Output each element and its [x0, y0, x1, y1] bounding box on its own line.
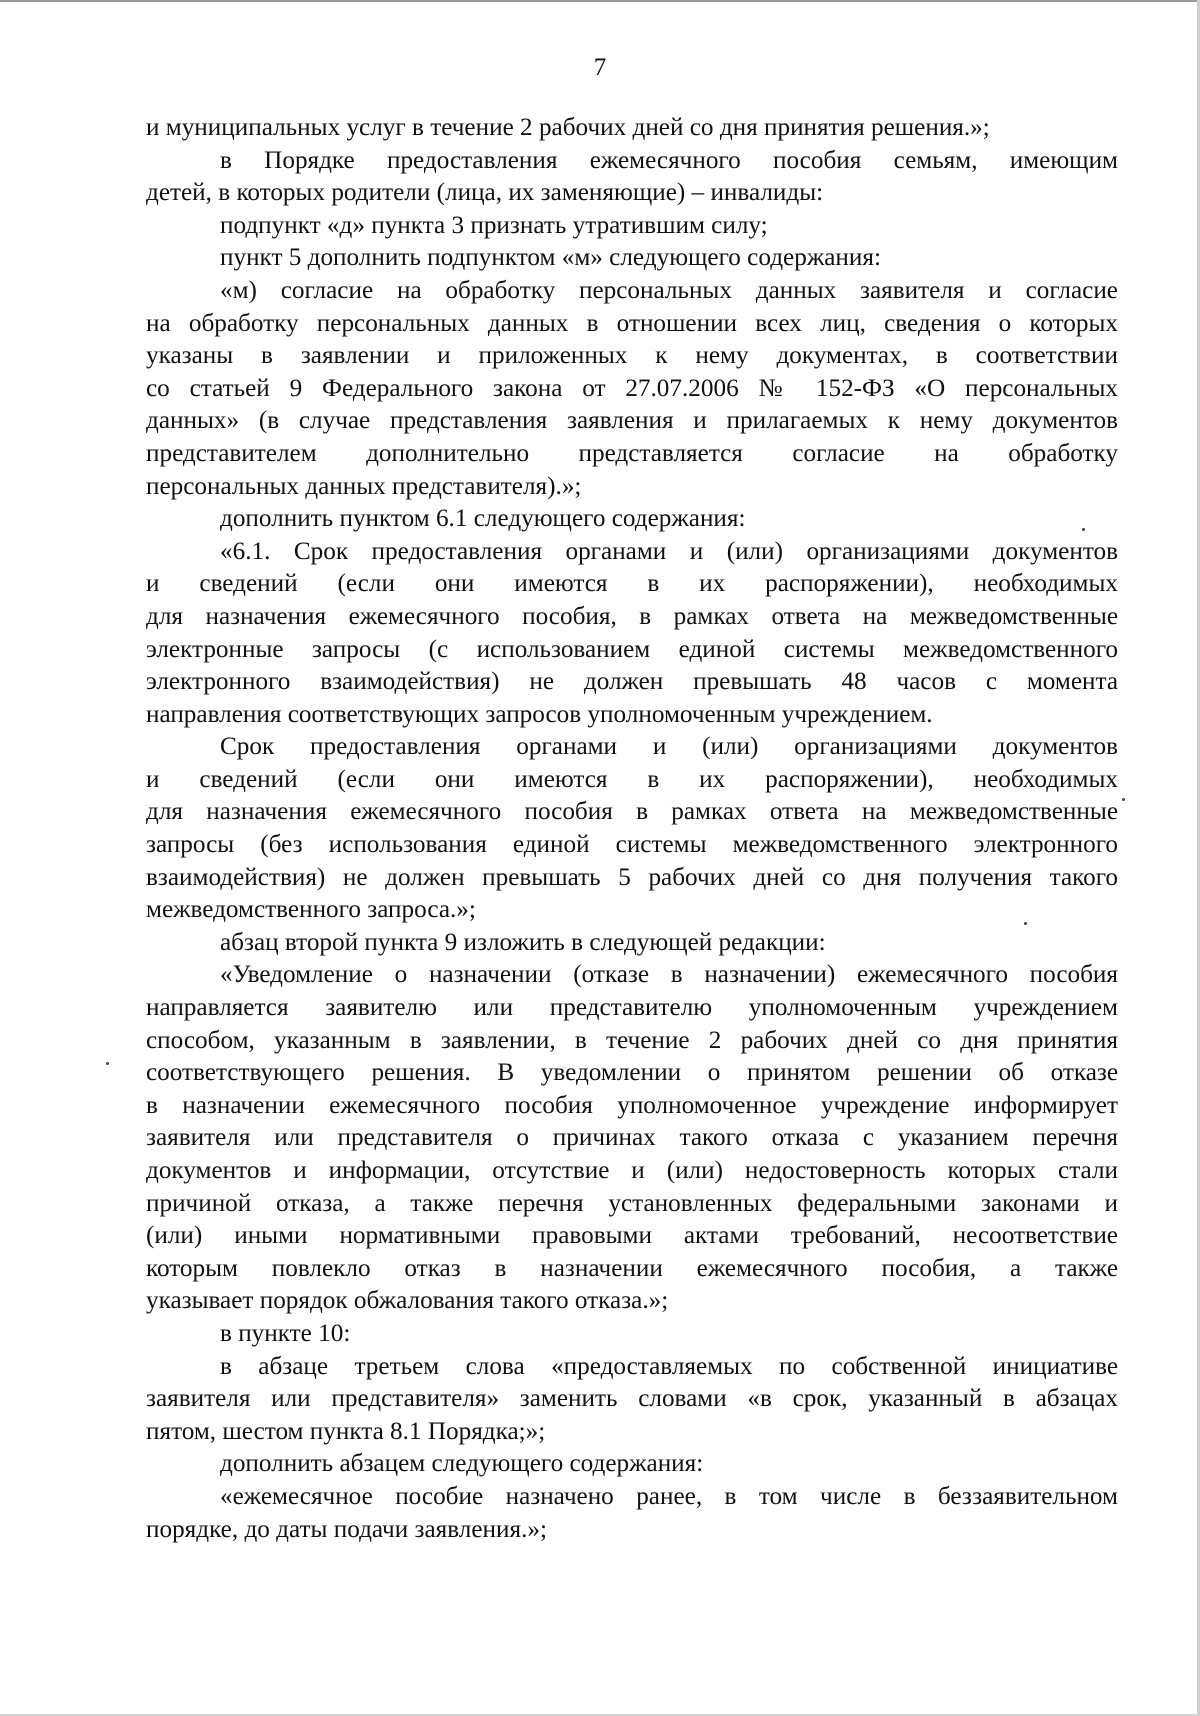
scan-speck	[1122, 798, 1125, 801]
text-line: (или) иными нормативными правовыми актами требований, несоответствие	[146, 1222, 1118, 1250]
text-line: детей, в которых родители (лица, их заменяющие) – инвалиды:	[146, 179, 824, 207]
text-line: на обработку персональных данных в отношении всех лиц, сведения о которых	[146, 309, 1118, 337]
text-line: соответствующего решения. В уведомлении о принятом решении об отказе	[146, 1059, 1118, 1087]
text-line: указывает порядок обжалования такого отказа.»;	[146, 1287, 669, 1315]
text-line: пятом, шестом пункта 8.1 Порядка;»;	[146, 1417, 546, 1445]
text-line: дополнить пунктом 6.1 следующего содержания:	[220, 505, 746, 533]
text-line: порядке, до даты подачи заявления.»;	[146, 1515, 547, 1543]
text-line: дополнить абзацем следующего содержания:	[220, 1450, 704, 1478]
scan-top-edge	[0, 0, 1200, 2]
text-line: подпункт «д» пункта 3 признать утратившим силу;	[220, 211, 768, 239]
text-line: причиной отказа, а также перечня установленных федеральными законами и	[146, 1189, 1118, 1217]
text-line: заявителя или представителя» заменить словами «в срок, указанный в абзацах	[146, 1385, 1118, 1413]
text-line: для назначения ежемесячного пособия в рамках ответа на межведомственные	[146, 798, 1118, 826]
text-line: Срок предоставления органами и (или) организациями документов	[220, 733, 1118, 761]
text-line: способом, указанным в заявлении, в течение 2 рабочих дней со дня принятия	[146, 1026, 1118, 1054]
text-line: межведомственного запроса.»;	[146, 896, 476, 924]
text-line: данных» (в случае представления заявления и прилагаемых к нему документов	[146, 407, 1118, 435]
text-line: направления соответствующих запросов уполномоченным учреждением.	[146, 700, 933, 728]
scan-speck	[106, 1062, 109, 1065]
text-line: в Порядке предоставления ежемесячного пособия семьям, имеющим	[220, 146, 1118, 174]
text-line: абзац второй пункта 9 изложить в следующей редакции:	[220, 928, 826, 956]
text-line: взаимодействия) не должен превышать 5 рабочих дней со дня получения такого	[146, 863, 1118, 891]
text-line: и сведений (если они имеются в их распоряжении), необходимых	[146, 570, 1118, 598]
text-line: пункт 5 дополнить подпунктом «м» следующего содержания:	[220, 244, 881, 272]
text-line: документов и информации, отсутствие и (или) недостоверность которых стали	[146, 1157, 1118, 1184]
text-line: электронного взаимодействия) не должен превышать 48 часов с момента	[146, 668, 1118, 696]
page-number: 7	[593, 54, 607, 81]
text-line: «ежемесячное пособие назначено ранее, в том числе в беззаявительном	[220, 1482, 1118, 1510]
text-line: в абзаце третьем слова «предоставляемых по собственной инициативе	[220, 1352, 1118, 1380]
text-line: направляется заявителю или представителю уполномоченным учреждением	[146, 994, 1118, 1022]
text-line: в назначении ежемесячного пособия уполномоченное учреждение информирует	[146, 1091, 1118, 1119]
text-line: и сведений (если они имеются в их распоряжении), необходимых	[146, 765, 1118, 793]
text-line: и муниципальных услуг в течение 2 рабочих дней со дня принятия решения.»;	[146, 114, 990, 141]
text-line: «м) согласие на обработку персональных данных заявителя и согласие	[220, 276, 1118, 304]
text-line: «Уведомление о назначении (отказе в назначении) ежемесячного пособия	[220, 961, 1118, 989]
text-line: персональных данных представителя).»;	[146, 472, 582, 500]
text-line: электронные запросы (с использованием единой системы межведомственного	[146, 635, 1118, 663]
text-line: которым повлекло отказ в назначении ежемесячного пособия, а также	[146, 1254, 1118, 1282]
text-line: «6.1. Срок предоставления органами и (или) организациями документов	[220, 537, 1118, 565]
text-line: заявителя или представителя о причинах такого отказа с указанием перечня	[146, 1124, 1118, 1152]
document-body	[146, 112, 1118, 1546]
text-line: для назначения ежемесячного пособия, в рамках ответа на межведомственные	[146, 602, 1118, 630]
text-line: представителем дополнительно представляется согласие на обработку	[146, 439, 1118, 467]
scan-speck	[1024, 922, 1027, 925]
text-line: указаны в заявлении и приложенных к нему документах, в соответствии	[146, 342, 1118, 370]
text-line: в пункте 10:	[220, 1319, 351, 1347]
text-line: со статьей 9 Федерального закона от 27.07.2006 № 152-ФЗ «О персональных	[146, 374, 1118, 402]
scan-speck	[1082, 528, 1085, 531]
text-line: запросы (без использования единой системы межведомственного электронного	[146, 831, 1118, 859]
